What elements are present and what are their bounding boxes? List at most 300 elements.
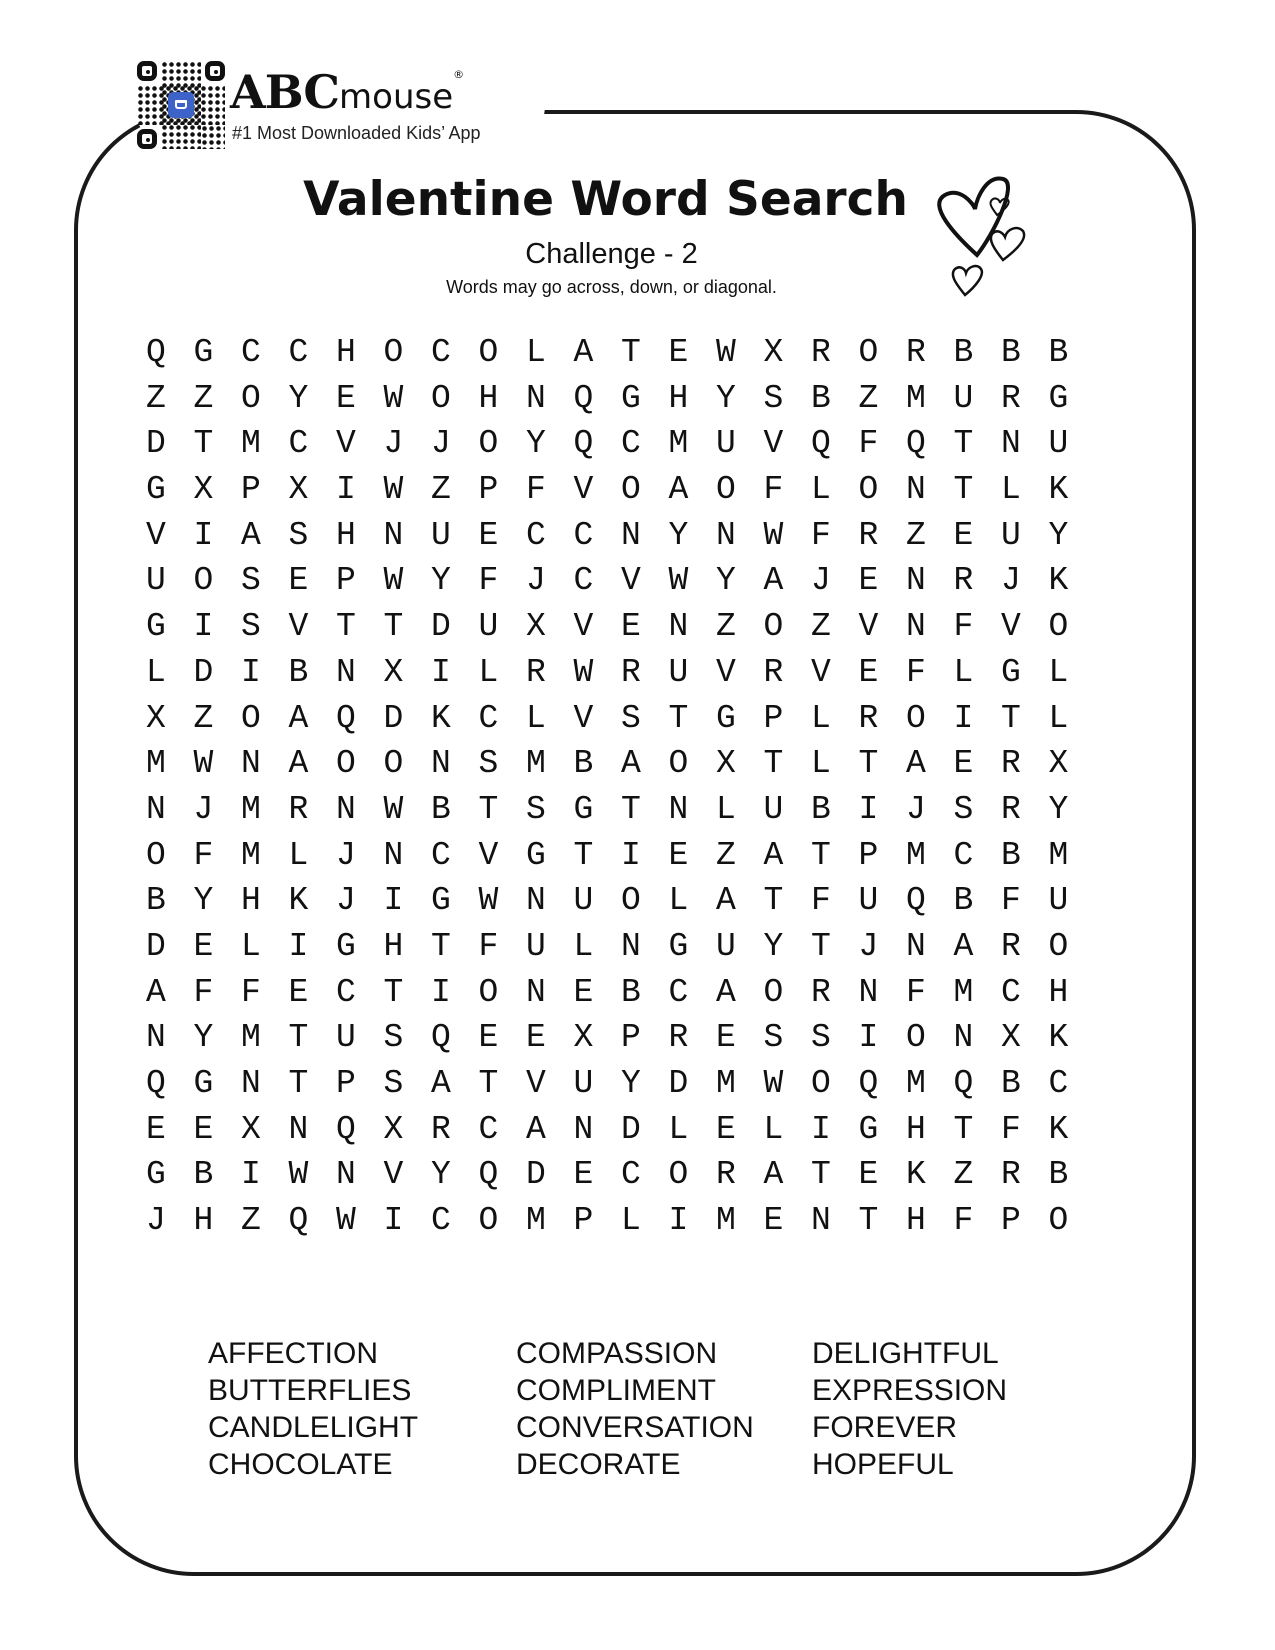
grid-letter[interactable]: V <box>383 1156 404 1194</box>
grid-letter[interactable]: Q <box>146 1065 166 1102</box>
grid-letter[interactable]: P <box>336 1065 356 1102</box>
grid-letter[interactable]: L <box>621 1202 641 1240</box>
grid-letter[interactable]: F <box>478 562 499 600</box>
grid-letter[interactable]: O <box>621 471 641 509</box>
grid-letter[interactable]: A <box>241 516 261 554</box>
grid-letter[interactable]: P <box>573 1202 594 1240</box>
grid-letter[interactable]: O <box>668 1156 689 1194</box>
grid-letter[interactable]: N <box>906 562 926 600</box>
grid-letter[interactable]: T <box>621 334 641 371</box>
grid-letter[interactable]: J <box>526 562 546 600</box>
grid-letter[interactable]: B <box>1001 1065 1021 1102</box>
grid-letter[interactable]: M <box>241 1019 261 1057</box>
grid-letter[interactable]: B <box>811 790 831 828</box>
grid-letter[interactable]: R <box>1001 927 1021 965</box>
grid-letter[interactable]: E <box>288 562 309 600</box>
grid-letter[interactable]: C <box>478 699 499 737</box>
grid-letter[interactable]: Y <box>1048 790 1069 828</box>
grid-letter[interactable]: Y <box>526 425 546 463</box>
grid-letter[interactable]: S <box>621 699 641 737</box>
grid-letter[interactable]: D <box>146 927 166 965</box>
grid-letter[interactable]: D <box>383 699 404 737</box>
grid-letter[interactable]: C <box>431 334 451 371</box>
grid-letter[interactable]: Y <box>431 1156 451 1194</box>
grid-letter[interactable]: V <box>621 562 641 600</box>
grid-letter[interactable]: S <box>526 790 546 828</box>
grid-letter[interactable]: E <box>288 973 309 1011</box>
grid-letter[interactable]: V <box>811 653 831 691</box>
grid-letter[interactable]: E <box>478 516 499 554</box>
grid-letter[interactable]: H <box>336 334 356 371</box>
grid-letter[interactable]: O <box>668 745 689 783</box>
grid-letter[interactable]: C <box>336 973 356 1011</box>
grid-letter[interactable]: D <box>621 1110 641 1148</box>
grid-letter[interactable]: A <box>763 836 784 874</box>
grid-letter[interactable]: J <box>383 425 404 463</box>
grid-letter[interactable]: C <box>668 973 689 1011</box>
grid-letter[interactable]: X <box>763 334 784 371</box>
grid-letter[interactable]: F <box>906 973 926 1011</box>
grid-letter[interactable]: Q <box>478 1156 499 1194</box>
grid-letter[interactable]: C <box>953 836 974 874</box>
grid-letter[interactable]: W <box>288 1156 309 1194</box>
grid-letter[interactable]: F <box>1001 1110 1021 1148</box>
grid-letter[interactable]: T <box>288 1019 309 1057</box>
grid-letter[interactable]: F <box>858 425 879 463</box>
grid-letter[interactable]: Q <box>336 1110 356 1148</box>
grid-letter[interactable]: M <box>526 745 546 783</box>
grid-letter[interactable]: G <box>193 1065 214 1102</box>
grid-letter[interactable]: N <box>241 745 261 783</box>
grid-letter[interactable]: I <box>621 836 641 874</box>
grid-letter[interactable]: V <box>526 1065 546 1102</box>
grid-letter[interactable]: Y <box>668 516 689 554</box>
grid-letter[interactable]: R <box>1001 379 1021 417</box>
grid-letter[interactable]: B <box>1001 334 1021 371</box>
grid-letter[interactable]: Z <box>906 516 926 554</box>
grid-letter[interactable]: I <box>241 653 261 691</box>
grid-letter[interactable]: B <box>573 745 594 783</box>
grid-letter[interactable]: A <box>906 745 926 783</box>
grid-letter[interactable]: N <box>621 927 641 965</box>
grid-letter[interactable]: T <box>288 1065 309 1102</box>
grid-letter[interactable]: G <box>668 927 689 965</box>
grid-letter[interactable]: H <box>383 927 404 965</box>
grid-letter[interactable]: P <box>478 471 499 509</box>
grid-letter[interactable]: Z <box>146 379 166 417</box>
grid-letter[interactable]: V <box>573 471 594 509</box>
grid-letter[interactable]: J <box>193 790 214 828</box>
grid-letter[interactable]: O <box>193 562 214 600</box>
grid-letter[interactable]: R <box>526 653 546 691</box>
grid-letter[interactable]: P <box>336 562 356 600</box>
grid-letter[interactable]: W <box>478 882 499 920</box>
grid-letter[interactable]: T <box>193 425 214 463</box>
grid-letter[interactable]: T <box>1001 699 1021 737</box>
grid-letter[interactable]: Y <box>431 562 451 600</box>
grid-letter[interactable]: K <box>1048 1019 1069 1057</box>
grid-letter[interactable]: O <box>1048 608 1069 646</box>
grid-letter[interactable]: T <box>953 425 974 463</box>
grid-letter[interactable]: O <box>716 471 736 509</box>
grid-letter[interactable]: D <box>146 425 166 463</box>
grid-letter[interactable]: J <box>146 1202 166 1240</box>
grid-letter[interactable]: M <box>906 379 926 417</box>
grid-letter[interactable]: A <box>953 927 974 965</box>
grid-letter[interactable]: E <box>668 334 689 371</box>
grid-letter[interactable]: L <box>811 699 831 737</box>
grid-letter[interactable]: P <box>1001 1202 1021 1240</box>
grid-letter[interactable]: T <box>621 790 641 828</box>
grid-letter[interactable]: Z <box>241 1202 261 1240</box>
grid-letter[interactable]: C <box>526 516 546 554</box>
grid-letter[interactable]: R <box>953 562 974 600</box>
grid-letter[interactable]: O <box>1048 927 1069 965</box>
grid-letter[interactable]: N <box>146 1019 166 1057</box>
grid-letter[interactable]: J <box>906 790 926 828</box>
grid-letter[interactable]: F <box>953 608 974 646</box>
grid-letter[interactable]: I <box>431 653 451 691</box>
grid-letter[interactable]: P <box>241 471 261 509</box>
grid-letter[interactable]: N <box>668 608 689 646</box>
grid-letter[interactable]: A <box>621 745 641 783</box>
grid-letter[interactable]: R <box>431 1110 451 1148</box>
grid-letter[interactable]: I <box>953 699 974 737</box>
grid-letter[interactable]: I <box>431 973 451 1011</box>
grid-letter[interactable]: A <box>288 745 309 783</box>
grid-letter[interactable]: R <box>716 1156 736 1194</box>
grid-letter[interactable]: S <box>763 1019 784 1057</box>
grid-letter[interactable]: L <box>668 1110 689 1148</box>
grid-letter[interactable]: S <box>953 790 974 828</box>
grid-letter[interactable]: U <box>431 516 451 554</box>
grid-letter[interactable]: W <box>193 745 214 783</box>
grid-letter[interactable]: N <box>526 882 546 920</box>
grid-letter[interactable]: E <box>953 516 974 554</box>
grid-letter[interactable]: R <box>621 653 641 691</box>
grid-letter[interactable]: N <box>906 927 926 965</box>
grid-letter[interactable]: V <box>573 608 594 646</box>
grid-letter[interactable]: L <box>716 790 736 828</box>
grid-letter[interactable]: X <box>383 653 404 691</box>
grid-letter[interactable]: E <box>858 562 879 600</box>
grid-letter[interactable]: L <box>478 653 499 691</box>
grid-letter[interactable]: Q <box>811 425 831 463</box>
grid-letter[interactable]: V <box>288 608 309 646</box>
grid-letter[interactable]: Q <box>288 1202 309 1240</box>
grid-letter[interactable]: G <box>146 1156 166 1194</box>
grid-letter[interactable]: G <box>146 471 166 509</box>
grid-letter[interactable]: M <box>716 1065 736 1102</box>
grid-letter[interactable]: D <box>193 653 214 691</box>
grid-letter[interactable]: Z <box>716 608 736 646</box>
grid-letter[interactable]: M <box>526 1202 546 1240</box>
grid-letter[interactable]: Z <box>811 608 831 646</box>
grid-letter[interactable]: U <box>478 608 499 646</box>
grid-letter[interactable]: H <box>1048 973 1069 1011</box>
grid-letter[interactable]: T <box>383 973 404 1011</box>
grid-letter[interactable]: M <box>241 790 261 828</box>
grid-letter[interactable]: B <box>288 653 309 691</box>
grid-letter[interactable]: F <box>241 973 261 1011</box>
grid-letter[interactable]: X <box>716 745 736 783</box>
grid-letter[interactable]: U <box>953 379 974 417</box>
grid-letter[interactable]: D <box>668 1065 689 1102</box>
grid-letter[interactable]: Y <box>193 882 214 920</box>
grid-letter[interactable]: K <box>1048 1110 1069 1148</box>
grid-letter[interactable]: U <box>763 790 784 828</box>
grid-letter[interactable]: T <box>668 699 689 737</box>
grid-letter[interactable]: I <box>383 1202 404 1240</box>
grid-letter[interactable]: X <box>288 471 309 509</box>
grid-letter[interactable]: B <box>193 1156 214 1194</box>
grid-letter[interactable]: X <box>383 1110 404 1148</box>
grid-letter[interactable]: B <box>953 882 974 920</box>
grid-letter[interactable]: L <box>668 882 689 920</box>
grid-letter[interactable]: I <box>668 1202 689 1240</box>
grid-letter[interactable]: V <box>1001 608 1021 646</box>
grid-letter[interactable]: C <box>573 516 594 554</box>
grid-letter[interactable]: I <box>288 927 309 965</box>
grid-letter[interactable]: A <box>716 973 736 1011</box>
grid-letter[interactable]: O <box>241 699 261 737</box>
grid-letter[interactable]: U <box>716 927 736 965</box>
grid-letter[interactable]: U <box>1048 882 1069 920</box>
grid-letter[interactable]: L <box>763 1110 784 1148</box>
grid-letter[interactable]: V <box>146 516 166 554</box>
grid-letter[interactable]: E <box>193 1110 214 1148</box>
grid-letter[interactable]: E <box>716 1110 736 1148</box>
grid-letter[interactable]: R <box>906 334 926 371</box>
grid-letter[interactable]: R <box>1001 745 1021 783</box>
grid-letter[interactable]: S <box>811 1019 831 1057</box>
grid-letter[interactable]: H <box>906 1202 926 1240</box>
grid-letter[interactable]: B <box>953 334 974 371</box>
grid-letter[interactable]: I <box>193 608 214 646</box>
grid-letter[interactable]: W <box>716 334 736 371</box>
grid-letter[interactable]: W <box>383 379 404 417</box>
grid-letter[interactable]: F <box>953 1202 974 1240</box>
grid-letter[interactable]: R <box>288 790 309 828</box>
grid-letter[interactable]: N <box>858 973 879 1011</box>
grid-letter[interactable]: H <box>193 1202 214 1240</box>
grid-letter[interactable]: N <box>953 1019 974 1057</box>
grid-letter[interactable]: O <box>478 334 499 371</box>
grid-letter[interactable]: M <box>1048 836 1069 874</box>
grid-letter[interactable]: O <box>478 425 499 463</box>
grid-letter[interactable]: O <box>858 334 879 371</box>
grid-letter[interactable]: K <box>906 1156 926 1194</box>
grid-letter[interactable]: O <box>1048 1202 1069 1240</box>
grid-letter[interactable]: M <box>906 836 926 874</box>
grid-letter[interactable]: F <box>193 836 214 874</box>
grid-letter[interactable]: K <box>1048 562 1069 600</box>
grid-letter[interactable]: E <box>716 1019 736 1057</box>
grid-letter[interactable]: M <box>906 1065 926 1102</box>
grid-letter[interactable]: B <box>621 973 641 1011</box>
grid-letter[interactable]: G <box>573 790 594 828</box>
grid-letter[interactable]: O <box>621 882 641 920</box>
grid-letter[interactable]: Y <box>193 1019 214 1057</box>
grid-letter[interactable]: R <box>668 1019 689 1057</box>
grid-letter[interactable]: C <box>621 425 641 463</box>
grid-letter[interactable]: I <box>193 516 214 554</box>
grid-letter[interactable]: U <box>146 562 166 600</box>
grid-letter[interactable]: C <box>478 1110 499 1148</box>
grid-letter[interactable]: O <box>336 745 356 783</box>
grid-letter[interactable]: O <box>383 334 404 371</box>
grid-letter[interactable]: N <box>241 1065 261 1102</box>
grid-letter[interactable]: F <box>763 471 784 509</box>
grid-letter[interactable]: X <box>573 1019 594 1057</box>
grid-letter[interactable]: N <box>621 516 641 554</box>
grid-letter[interactable]: C <box>241 334 261 371</box>
grid-letter[interactable]: O <box>763 608 784 646</box>
grid-letter[interactable]: B <box>811 379 831 417</box>
grid-letter[interactable]: L <box>241 927 261 965</box>
grid-letter[interactable]: B <box>1001 836 1021 874</box>
grid-letter[interactable]: E <box>621 608 641 646</box>
grid-letter[interactable]: I <box>858 1019 879 1057</box>
grid-letter[interactable]: W <box>668 562 689 600</box>
grid-letter[interactable]: A <box>573 334 594 371</box>
grid-letter[interactable]: E <box>193 927 214 965</box>
grid-letter[interactable]: P <box>763 699 784 737</box>
grid-letter[interactable]: J <box>336 836 356 874</box>
grid-letter[interactable]: N <box>336 790 356 828</box>
grid-letter[interactable]: Q <box>146 334 166 371</box>
grid-letter[interactable]: H <box>906 1110 926 1148</box>
grid-letter[interactable]: O <box>241 379 261 417</box>
grid-letter[interactable]: K <box>288 882 309 920</box>
grid-letter[interactable]: U <box>336 1019 356 1057</box>
grid-letter[interactable]: U <box>1001 516 1021 554</box>
grid-letter[interactable]: C <box>431 1202 451 1240</box>
grid-letter[interactable]: O <box>906 1019 926 1057</box>
grid-letter[interactable]: G <box>621 379 641 417</box>
grid-letter[interactable]: X <box>241 1110 261 1148</box>
grid-letter[interactable]: Z <box>431 471 451 509</box>
grid-letter[interactable]: J <box>1001 562 1021 600</box>
grid-letter[interactable]: G <box>858 1110 879 1148</box>
grid-letter[interactable]: K <box>431 699 451 737</box>
grid-letter[interactable]: A <box>431 1065 451 1102</box>
grid-letter[interactable]: W <box>573 653 594 691</box>
grid-letter[interactable]: T <box>858 1202 879 1240</box>
grid-letter[interactable]: W <box>763 1065 784 1102</box>
grid-letter[interactable]: I <box>336 471 356 509</box>
grid-letter[interactable]: L <box>288 836 309 874</box>
grid-letter[interactable]: F <box>193 973 214 1011</box>
grid-letter[interactable]: E <box>146 1110 166 1148</box>
grid-letter[interactable]: W <box>383 471 404 509</box>
grid-letter[interactable]: M <box>241 836 261 874</box>
grid-letter[interactable]: S <box>288 516 309 554</box>
grid-letter[interactable]: G <box>431 882 451 920</box>
grid-letter[interactable]: N <box>1001 425 1021 463</box>
grid-letter[interactable]: L <box>526 699 546 737</box>
grid-letter[interactable]: C <box>288 334 309 371</box>
grid-letter[interactable]: V <box>478 836 499 874</box>
grid-letter[interactable]: A <box>288 699 309 737</box>
grid-letter[interactable]: F <box>1001 882 1021 920</box>
grid-letter[interactable]: N <box>383 836 404 874</box>
grid-letter[interactable]: Y <box>763 927 784 965</box>
grid-letter[interactable]: T <box>431 927 451 965</box>
grid-letter[interactable]: V <box>716 653 736 691</box>
grid-letter[interactable]: W <box>336 1202 356 1240</box>
grid-letter[interactable]: Q <box>858 1065 879 1102</box>
grid-letter[interactable]: L <box>1001 471 1021 509</box>
grid-letter[interactable]: Q <box>573 425 594 463</box>
grid-letter[interactable]: H <box>241 882 261 920</box>
grid-letter[interactable]: E <box>526 1019 546 1057</box>
grid-letter[interactable]: F <box>526 471 546 509</box>
grid-letter[interactable]: E <box>573 1156 594 1194</box>
grid-letter[interactable]: E <box>668 836 689 874</box>
grid-letter[interactable]: U <box>573 882 594 920</box>
grid-letter[interactable]: H <box>336 516 356 554</box>
grid-letter[interactable]: O <box>478 1202 499 1240</box>
grid-letter[interactable]: M <box>716 1202 736 1240</box>
grid-letter[interactable]: J <box>858 927 879 965</box>
grid-letter[interactable]: M <box>146 745 166 783</box>
grid-letter[interactable]: U <box>573 1065 594 1102</box>
grid-letter[interactable]: U <box>1048 425 1069 463</box>
grid-letter[interactable]: C <box>621 1156 641 1194</box>
grid-letter[interactable]: A <box>716 882 736 920</box>
grid-letter[interactable]: W <box>383 562 404 600</box>
grid-letter[interactable]: D <box>431 608 451 646</box>
grid-letter[interactable]: R <box>811 973 831 1011</box>
grid-letter[interactable]: N <box>906 471 926 509</box>
grid-letter[interactable]: M <box>668 425 689 463</box>
grid-letter[interactable]: O <box>763 973 784 1011</box>
grid-letter[interactable]: H <box>668 379 689 417</box>
grid-letter[interactable]: Z <box>953 1156 974 1194</box>
grid-letter[interactable]: X <box>146 699 166 737</box>
grid-letter[interactable]: V <box>858 608 879 646</box>
word-search-grid[interactable] <box>146 334 1096 1251</box>
grid-letter[interactable]: N <box>336 1156 356 1194</box>
grid-letter[interactable]: A <box>146 973 166 1011</box>
grid-letter[interactable]: J <box>811 562 831 600</box>
grid-letter[interactable]: E <box>573 973 594 1011</box>
grid-letter[interactable]: J <box>431 425 451 463</box>
grid-letter[interactable]: B <box>1048 1156 1069 1194</box>
grid-letter[interactable]: M <box>953 973 974 1011</box>
grid-letter[interactable]: X <box>1001 1019 1021 1057</box>
grid-letter[interactable]: T <box>478 1065 499 1102</box>
grid-letter[interactable]: T <box>573 836 594 874</box>
grid-letter[interactable]: Y <box>288 379 309 417</box>
grid-letter[interactable]: N <box>431 745 451 783</box>
grid-letter[interactable]: N <box>811 1202 831 1240</box>
grid-letter[interactable]: Q <box>431 1019 451 1057</box>
grid-letter[interactable]: Z <box>858 379 879 417</box>
grid-letter[interactable]: L <box>146 653 166 691</box>
grid-letter[interactable]: Q <box>906 882 926 920</box>
grid-letter[interactable]: B <box>146 882 166 920</box>
grid-letter[interactable]: Q <box>573 379 594 417</box>
grid-letter[interactable]: N <box>526 973 546 1011</box>
grid-letter[interactable]: X <box>1048 745 1069 783</box>
grid-letter[interactable]: T <box>763 745 784 783</box>
grid-letter[interactable]: O <box>383 745 404 783</box>
grid-letter[interactable]: R <box>858 516 879 554</box>
grid-letter[interactable]: Y <box>716 379 736 417</box>
grid-letter[interactable]: Z <box>193 699 214 737</box>
